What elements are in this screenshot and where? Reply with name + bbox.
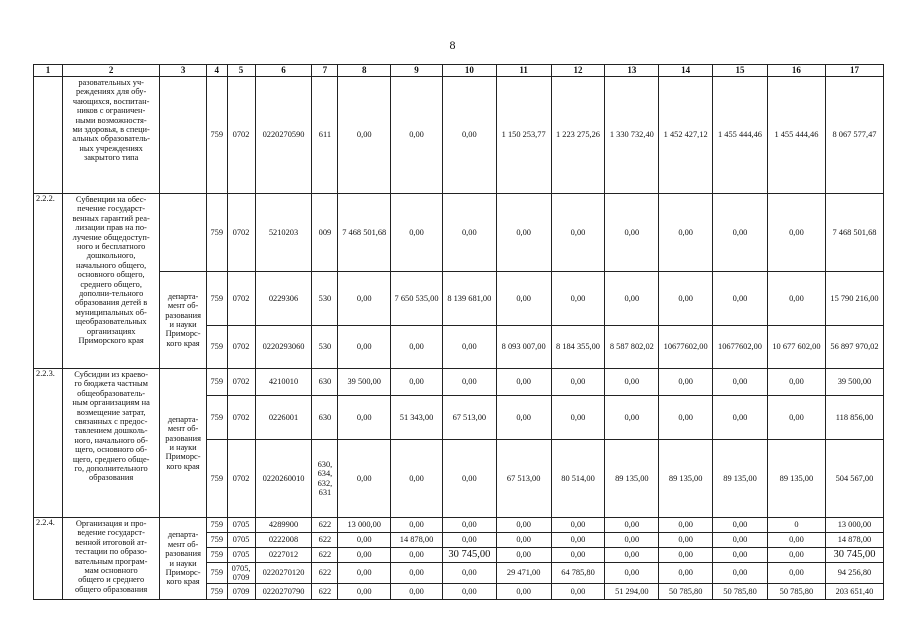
cell-y2015: 0,00 [442, 194, 496, 272]
cell-section: 0702 [227, 396, 255, 440]
cell-y2015: 30 745,00 [442, 548, 496, 563]
column-header-14: 14 [659, 65, 713, 77]
cell-name-line: организациях [86, 326, 136, 336]
cell-y2021: 0,00 [767, 369, 825, 396]
cell-y2013: 39 500,00 [338, 369, 391, 396]
cell-y2017: 0,00 [551, 396, 605, 440]
cell-section: 0702 [227, 369, 255, 396]
cell-executor [160, 194, 207, 272]
table-row [34, 518, 884, 533]
cell-target-article: 4289900 [255, 518, 312, 533]
cell-name-line: ми здоровья, в специ- [72, 125, 150, 135]
cell-total: 56 897 970,02 [825, 326, 883, 369]
cell-name-line: основного общего, [77, 270, 145, 280]
cell-total: 94 256,80 [825, 563, 883, 584]
cell-name-line: общего образования [74, 584, 148, 594]
table-row [34, 194, 884, 272]
cell-grbs: 759 [206, 518, 227, 533]
cell-y2016: 0,00 [496, 533, 551, 548]
cell-expense-type-line: 631 [318, 487, 332, 497]
cell-section: 0702 [227, 272, 255, 326]
cell-executor-line: мент об- [167, 539, 199, 549]
cell-grbs: 759 [206, 77, 227, 194]
cell-name-line: дополни-тельного [78, 289, 144, 299]
cell-y2021: 0,00 [767, 272, 825, 326]
cell-executor-line: разования [165, 549, 201, 559]
cell-y2021: 0,00 [767, 396, 825, 440]
cell-executor-line: мент об- [167, 301, 199, 311]
cell-y2013: 0,00 [338, 396, 391, 440]
cell-y2020: 0,00 [713, 194, 768, 272]
cell-y2020: 10677602,00 [713, 326, 768, 369]
column-header-7: 7 [312, 65, 338, 77]
table-row [34, 272, 884, 326]
cell-y2014: 14 878,00 [391, 533, 443, 548]
cell-executor-line: и науки [169, 320, 197, 329]
cell-y2017: 80 514,00 [551, 440, 605, 518]
cell-y2015: 67 513,00 [442, 396, 496, 440]
cell-total: 203 651,40 [825, 584, 883, 600]
cell-executor-line: и науки [169, 443, 197, 452]
cell-y2018: 0,00 [605, 194, 659, 272]
cell-y2016: 0,00 [496, 396, 551, 440]
cell-name-line: ников с ограничен- [76, 106, 146, 116]
column-header-13: 13 [605, 65, 659, 77]
cell-y2015: 0,00 [442, 369, 496, 396]
cell-number: 2.2.3. [34, 369, 63, 518]
cell-y2014: 0,00 [391, 548, 443, 563]
cell-y2018: 0,00 [605, 518, 659, 533]
cell-expense-type: 622 [312, 548, 338, 563]
cell-y2021: 89 135,00 [767, 440, 825, 518]
cell-executor [160, 77, 207, 194]
cell-y2014: 0,00 [391, 518, 443, 533]
cell-name-line: муниципальных об- [75, 307, 147, 317]
cell-total: 13 000,00 [825, 518, 883, 533]
cell-executor-line: и науки [169, 558, 197, 568]
cell-y2016: 0,00 [496, 548, 551, 563]
cell-name [62, 369, 159, 518]
cell-target-article: 0220270120 [255, 563, 312, 584]
cell-y2017: 64 785,80 [551, 563, 605, 584]
cell-name-line: лизации прав на по- [75, 223, 147, 233]
cell-target-article: 0220270590 [255, 77, 312, 194]
cell-y2013: 0,00 [338, 77, 391, 194]
column-header-6: 6 [255, 65, 312, 77]
cell-y2018: 0,00 [605, 272, 659, 326]
cell-expense-type: 622 [312, 518, 338, 533]
cell-y2015: 0,00 [442, 563, 496, 584]
cell-grbs: 759 [206, 548, 227, 563]
cell-name-line: ного, начального об- [74, 435, 148, 445]
cell-name-line: венной итоговой ат- [75, 537, 147, 547]
cell-grbs: 759 [206, 533, 227, 548]
cell-name-line: закрытого типа [83, 153, 139, 163]
cell-y2016: 1 150 253,77 [496, 77, 551, 194]
cell-section: 0702 [227, 77, 255, 194]
cell-y2015: 0,00 [442, 518, 496, 533]
cell-y2018: 89 135,00 [605, 440, 659, 518]
cell-y2019: 0,00 [659, 548, 713, 563]
cell-executor-line: департа- [167, 291, 199, 301]
cell-name-line: связанных с предос- [74, 417, 148, 427]
cell-y2016: 0,00 [496, 272, 551, 326]
cell-y2019: 0,00 [659, 194, 713, 272]
cell-y2018: 51 294,00 [605, 584, 659, 600]
column-header-2: 2 [62, 65, 159, 77]
cell-number [34, 77, 63, 194]
cell-y2016: 67 513,00 [496, 440, 551, 518]
cell-section: 0702 [227, 326, 255, 369]
cell-y2020: 50 785,80 [713, 584, 768, 600]
cell-expense-type: 622 [312, 563, 338, 584]
cell-target-article: 0227012 [255, 548, 312, 563]
cell-executor-line: кого края [166, 338, 200, 348]
cell-executor-line: разования [165, 310, 201, 320]
cell-y2019: 50 785,80 [659, 584, 713, 600]
cell-y2021: 0,00 [767, 533, 825, 548]
cell-executor-line: кого края [166, 577, 200, 587]
cell-total: 504 567,00 [825, 440, 883, 518]
cell-executor-line: мент об- [167, 424, 199, 434]
cell-name-line: Приморского края [78, 336, 144, 346]
cell-y2019: 0,00 [659, 369, 713, 396]
cell-name-line: щеобразовательных [75, 317, 147, 327]
cell-expense-type: 611 [312, 77, 338, 194]
cell-section: 0709 [227, 584, 255, 600]
cell-y2018: 8 587 802,02 [605, 326, 659, 369]
table-row [34, 77, 884, 194]
cell-total: 30 745,00 [825, 548, 883, 563]
cell-y2019: 0,00 [659, 518, 713, 533]
cell-y2014: 0,00 [391, 369, 443, 396]
cell-section: 0705 [227, 548, 255, 563]
cell-total: 15 790 216,00 [825, 272, 883, 326]
column-header-5: 5 [227, 65, 255, 77]
cell-y2013: 0,00 [338, 440, 391, 518]
cell-expense-type: 622 [312, 533, 338, 548]
cell-y2016: 0,00 [496, 194, 551, 272]
cell-y2016: 29 471,00 [496, 563, 551, 584]
cell-expense-type: 622 [312, 584, 338, 600]
cell-y2018: 0,00 [605, 563, 659, 584]
cell-y2021: 0,00 [767, 563, 825, 584]
column-header-3: 3 [160, 65, 207, 77]
cell-name-line: тавлением дошколь- [74, 426, 148, 436]
cell-y2018: 1 330 732,40 [605, 77, 659, 194]
budget-table [33, 64, 884, 600]
cell-section: 0702 [227, 194, 255, 272]
cell-expense-type: 009 [312, 194, 338, 272]
cell-name-line: щего, среднего обще- [72, 454, 150, 464]
cell-expense-type: 530 [312, 272, 338, 326]
column-header-9: 9 [391, 65, 443, 77]
cell-y2014: 0,00 [391, 563, 443, 584]
cell-expense-type: 530 [312, 326, 338, 369]
cell-y2017: 0,00 [551, 584, 605, 600]
cell-total: 14 878,00 [825, 533, 883, 548]
cell-y2019: 0,00 [659, 563, 713, 584]
cell-total: 8 067 577,47 [825, 77, 883, 194]
cell-expense-type: 630 [312, 396, 338, 440]
cell-grbs: 759 [206, 563, 227, 584]
cell-y2020: 0,00 [713, 533, 768, 548]
cell-name-line: реждениях для обу- [76, 87, 147, 97]
cell-y2018: 0,00 [605, 548, 659, 563]
cell-y2020: 0,00 [713, 518, 768, 533]
cell-name-line: общего и среднего [78, 575, 145, 585]
cell-y2020: 0,00 [713, 548, 768, 563]
cell-y2016: 0,00 [496, 584, 551, 600]
cell-y2017: 0,00 [551, 533, 605, 548]
cell-y2020: 89 135,00 [713, 440, 768, 518]
cell-y2019: 0,00 [659, 272, 713, 326]
cell-y2015: 0,00 [442, 533, 496, 548]
cell-section-line: 0709 [232, 573, 250, 582]
cell-y2013: 13 000,00 [338, 518, 391, 533]
cell-y2015: 0,00 [442, 77, 496, 194]
cell-y2015: 0,00 [442, 440, 496, 518]
cell-expense-type: 630 [312, 369, 338, 396]
cell-section: 0705 [227, 533, 255, 548]
column-header-4: 4 [206, 65, 227, 77]
cell-target-article: 0220270790 [255, 584, 312, 600]
cell-executor-line: Приморс- [165, 567, 201, 577]
cell-y2019: 0,00 [659, 396, 713, 440]
cell-name-line: возмещение затрат, [76, 407, 146, 417]
cell-target-article: 5210203 [255, 194, 312, 272]
cell-expense-type-line: 630, [317, 459, 333, 469]
cell-grbs: 759 [206, 369, 227, 396]
cell-number: 2.2.2. [34, 194, 63, 369]
cell-target-article: 0229306 [255, 272, 312, 326]
cell-name-line: ными возможностя- [75, 115, 147, 125]
cell-y2014: 0,00 [391, 194, 443, 272]
cell-grbs: 759 [206, 272, 227, 326]
cell-y2016: 0,00 [496, 518, 551, 533]
cell-name-line: Субсидии из краево- [74, 370, 148, 379]
cell-target-article: 0222008 [255, 533, 312, 548]
cell-y2021: 0,00 [767, 194, 825, 272]
cell-name-line: образования [89, 473, 134, 483]
cell-y2017: 0,00 [551, 548, 605, 563]
cell-name-line: среднего общего, [80, 279, 142, 289]
cell-executor-line: департа- [167, 414, 199, 424]
cell-name-line: вательным програм- [74, 556, 148, 566]
cell-name-line: венных гарантий реа- [72, 213, 150, 223]
cell-name-line: общеобразователь- [77, 388, 146, 398]
column-header-1: 1 [34, 65, 63, 77]
cell-name-line: мам основного [84, 566, 138, 576]
cell-y2020: 0,00 [713, 396, 768, 440]
cell-y2019: 0,00 [659, 533, 713, 548]
cell-total: 7 468 501,68 [825, 194, 883, 272]
cell-y2020: 0,00 [713, 369, 768, 396]
cell-executor [160, 369, 207, 518]
cell-y2016: 8 093 007,00 [496, 326, 551, 369]
cell-y2017: 1 223 275,26 [551, 77, 605, 194]
table-row [34, 369, 884, 396]
cell-expense-type-line: 632, [317, 478, 333, 488]
cell-name-line: ведение государст- [77, 528, 145, 538]
column-header-12: 12 [551, 65, 605, 77]
cell-name-line: чающихся, воспитан- [72, 96, 150, 106]
cell-target-article: 0226001 [255, 396, 312, 440]
cell-y2019: 1 452 427,12 [659, 77, 713, 194]
cell-section [227, 563, 255, 584]
cell-y2013: 0,00 [338, 272, 391, 326]
cell-y2019: 89 135,00 [659, 440, 713, 518]
cell-y2020: 1 455 444,46 [713, 77, 768, 194]
cell-y2014: 51 343,00 [391, 396, 443, 440]
cell-y2014: 0,00 [391, 440, 443, 518]
cell-y2017: 0,00 [551, 518, 605, 533]
cell-grbs: 759 [206, 194, 227, 272]
cell-y2013: 7 468 501,68 [338, 194, 391, 272]
cell-number: 2.2.4. [34, 518, 63, 600]
cell-name-line: щего, основного об- [75, 445, 148, 455]
cell-total: 118 856,00 [825, 396, 883, 440]
cell-name-line: начального общего, [76, 260, 147, 270]
cell-name-line: ного и бесплатного [76, 242, 146, 252]
cell-y2014: 0,00 [391, 77, 443, 194]
cell-total: 39 500,00 [825, 369, 883, 396]
cell-executor-line: разования [165, 433, 201, 443]
cell-name-line: го, дополнительного [74, 464, 148, 474]
header-row [34, 65, 884, 77]
cell-y2015: 0,00 [442, 326, 496, 369]
cell-name-line: лучение общедоступ- [72, 232, 150, 242]
cell-y2013: 0,00 [338, 563, 391, 584]
column-header-17: 17 [825, 65, 883, 77]
cell-name-line: ных учреждениях [79, 143, 143, 153]
cell-y2018: 0,00 [605, 369, 659, 396]
cell-y2017: 0,00 [551, 272, 605, 326]
cell-section: 0702 [227, 440, 255, 518]
cell-grbs: 759 [206, 326, 227, 369]
cell-name-line: альных образователь- [72, 134, 150, 144]
column-header-8: 8 [338, 65, 391, 77]
cell-name-line: образования детей в [75, 298, 148, 308]
cell-name-line: Субвенции на обес- [75, 195, 147, 204]
cell-y2016: 0,00 [496, 369, 551, 396]
cell-y2018: 0,00 [605, 396, 659, 440]
cell-section: 0705 [227, 518, 255, 533]
cell-y2014: 7 650 535,00 [391, 272, 443, 326]
cell-y2014: 0,00 [391, 584, 443, 600]
page-number: 8 [449, 38, 456, 52]
cell-grbs: 759 [206, 396, 227, 440]
cell-target-article: 0220293060 [255, 326, 312, 369]
cell-y2013: 0,00 [338, 548, 391, 563]
cell-y2013: 0,00 [338, 533, 391, 548]
cell-section-line: 0705, [231, 563, 251, 573]
cell-y2017: 0,00 [551, 369, 605, 396]
cell-name-line: тестации по образо- [75, 547, 147, 557]
cell-executor [160, 272, 207, 369]
cell-executor [160, 518, 207, 600]
cell-y2021: 1 455 444,46 [767, 77, 825, 194]
cell-y2015: 8 139 681,00 [442, 272, 496, 326]
cell-y2017: 0,00 [551, 194, 605, 272]
cell-executor-line: Приморс- [165, 452, 201, 462]
cell-name [62, 518, 159, 600]
cell-y2013: 0,00 [338, 584, 391, 600]
cell-target-article: 0220260010 [255, 440, 312, 518]
cell-y2018: 0,00 [605, 533, 659, 548]
cell-y2015: 0,00 [442, 584, 496, 600]
cell-executor-line: департа- [167, 530, 199, 540]
cell-grbs: 759 [206, 440, 227, 518]
cell-expense-type [312, 440, 338, 518]
cell-grbs: 759 [206, 584, 227, 600]
cell-expense-type-line: 634, [317, 469, 333, 479]
cell-name-line: ным организациям на [72, 398, 150, 408]
cell-name-line: печение государст- [77, 204, 146, 214]
cell-name [62, 194, 159, 369]
cell-y2021: 50 785,80 [767, 584, 825, 600]
cell-name-line: разовательных уч- [78, 78, 144, 87]
cell-executor-line: кого края [166, 461, 200, 471]
cell-y2021: 10 677 602,00 [767, 326, 825, 369]
cell-y2020: 0,00 [713, 272, 768, 326]
cell-name-line: дошкольного, [86, 251, 136, 261]
cell-y2021: 0,00 [767, 548, 825, 563]
column-header-16: 16 [767, 65, 825, 77]
cell-name-line: го бюджета частным [74, 379, 148, 389]
cell-name [62, 77, 159, 194]
cell-y2017: 8 184 355,00 [551, 326, 605, 369]
cell-y2020: 0,00 [713, 563, 768, 584]
cell-y2021: 0 [767, 518, 825, 533]
cell-name-line: Организация и про- [75, 519, 147, 528]
column-header-15: 15 [713, 65, 768, 77]
column-header-11: 11 [496, 65, 551, 77]
cell-y2013: 0,00 [338, 326, 391, 369]
cell-y2014: 0,00 [391, 326, 443, 369]
cell-target-article: 4210010 [255, 369, 312, 396]
cell-y2019: 10677602,00 [659, 326, 713, 369]
column-header-10: 10 [442, 65, 496, 77]
cell-executor-line: Приморс- [165, 329, 201, 339]
